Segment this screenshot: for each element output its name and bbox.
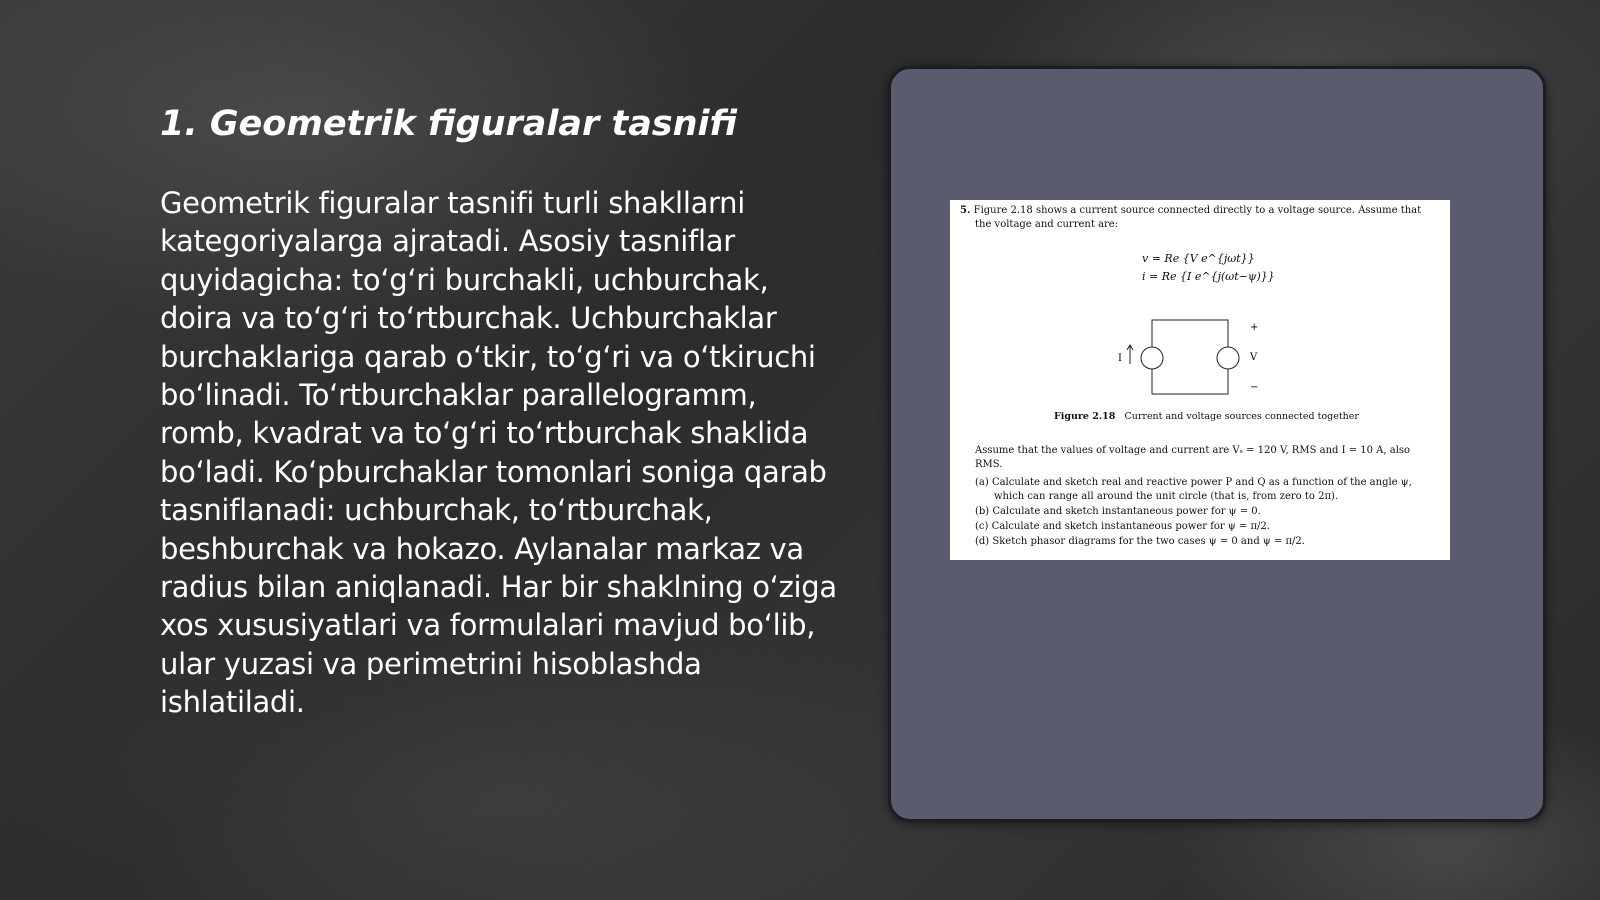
circuit-wire-bottom	[1152, 364, 1228, 394]
current-label: I	[1118, 353, 1122, 364]
slide-title: 1. Geometrik figuralar tasnifi	[160, 104, 738, 144]
part-c: (c) Calculate and sketch instantaneous power for ψ = π/2.	[975, 521, 1270, 532]
problem-image	[950, 200, 1450, 560]
problem-intro-line-1: 5. Figure 2.18 shows a current source connected directly to a voltage source. Assume that	[960, 205, 1422, 216]
problem-intro-line-2: the voltage and current are:	[975, 219, 1119, 230]
part-b: (b) Calculate and sketch instantaneous power for ψ = 0.	[975, 506, 1261, 517]
slide-body-text: Geometrik figuralar tasnifi turli shakllarni kategoriyalarga ajratadi. Asosiy tasniflar quyidagicha: to‘g‘ri burchakli, uchburchak, doira va to‘g‘ri to‘rtburchak. Uchburchaklar burchaklariga qarab o‘tkir, to‘g‘ri va o‘tkiruchi bo‘linadi. To‘rtburchaklar parallelogramm, romb, kvadrat va to‘g‘ri to‘rtburchak shaklida bo‘ladi. Ko‘pburchaklar tomonlari soniga qarab tasniflanadi: uchburchak, to‘rtburchak, beshburchak va hokazo. Aylanalar markaz va radius bilan aniqlanadi. Har bir shaklning o‘ziga xos xususiyatlari va formulalari mavjud bo‘lib, ular yuzasi va perimetrini hisoblashda ishlatiladi.	[160, 186, 837, 720]
problem-number: 5.	[960, 205, 971, 216]
assume-line-1: Assume that the values of voltage and current are Vₛ = 120 V, RMS and I = 10 A, also	[975, 445, 1411, 456]
plus-label: +	[1250, 322, 1259, 333]
circuit-diagram	[1110, 312, 1270, 404]
current-source-symbol	[1141, 347, 1163, 369]
voltage-label: V	[1250, 352, 1258, 363]
part-a-line-1: (a) Calculate and sketch real and reactive power P and Q as a function of the angle ψ,	[975, 477, 1412, 488]
voltage-equation: v = Re {V e^{jωt}}	[1142, 252, 1255, 265]
circuit-wire-top	[1152, 320, 1228, 352]
part-d: (d) Sketch phasor diagrams for the two cases ψ = 0 and ψ = π/2.	[975, 536, 1305, 547]
part-a-line-2: which can range all around the unit circle (that is, from zero to 2π).	[994, 491, 1339, 502]
assume-line-2: RMS.	[975, 459, 1003, 470]
voltage-source-symbol	[1217, 347, 1239, 369]
minus-label: −	[1250, 382, 1259, 393]
current-equation: i = Re {I e^{j(ωt−ψ)}}	[1142, 270, 1275, 283]
figure-label: Figure 2.18	[1054, 411, 1116, 422]
figure-caption: Figure 2.18 Current and voltage sources connected together	[1054, 411, 1359, 422]
